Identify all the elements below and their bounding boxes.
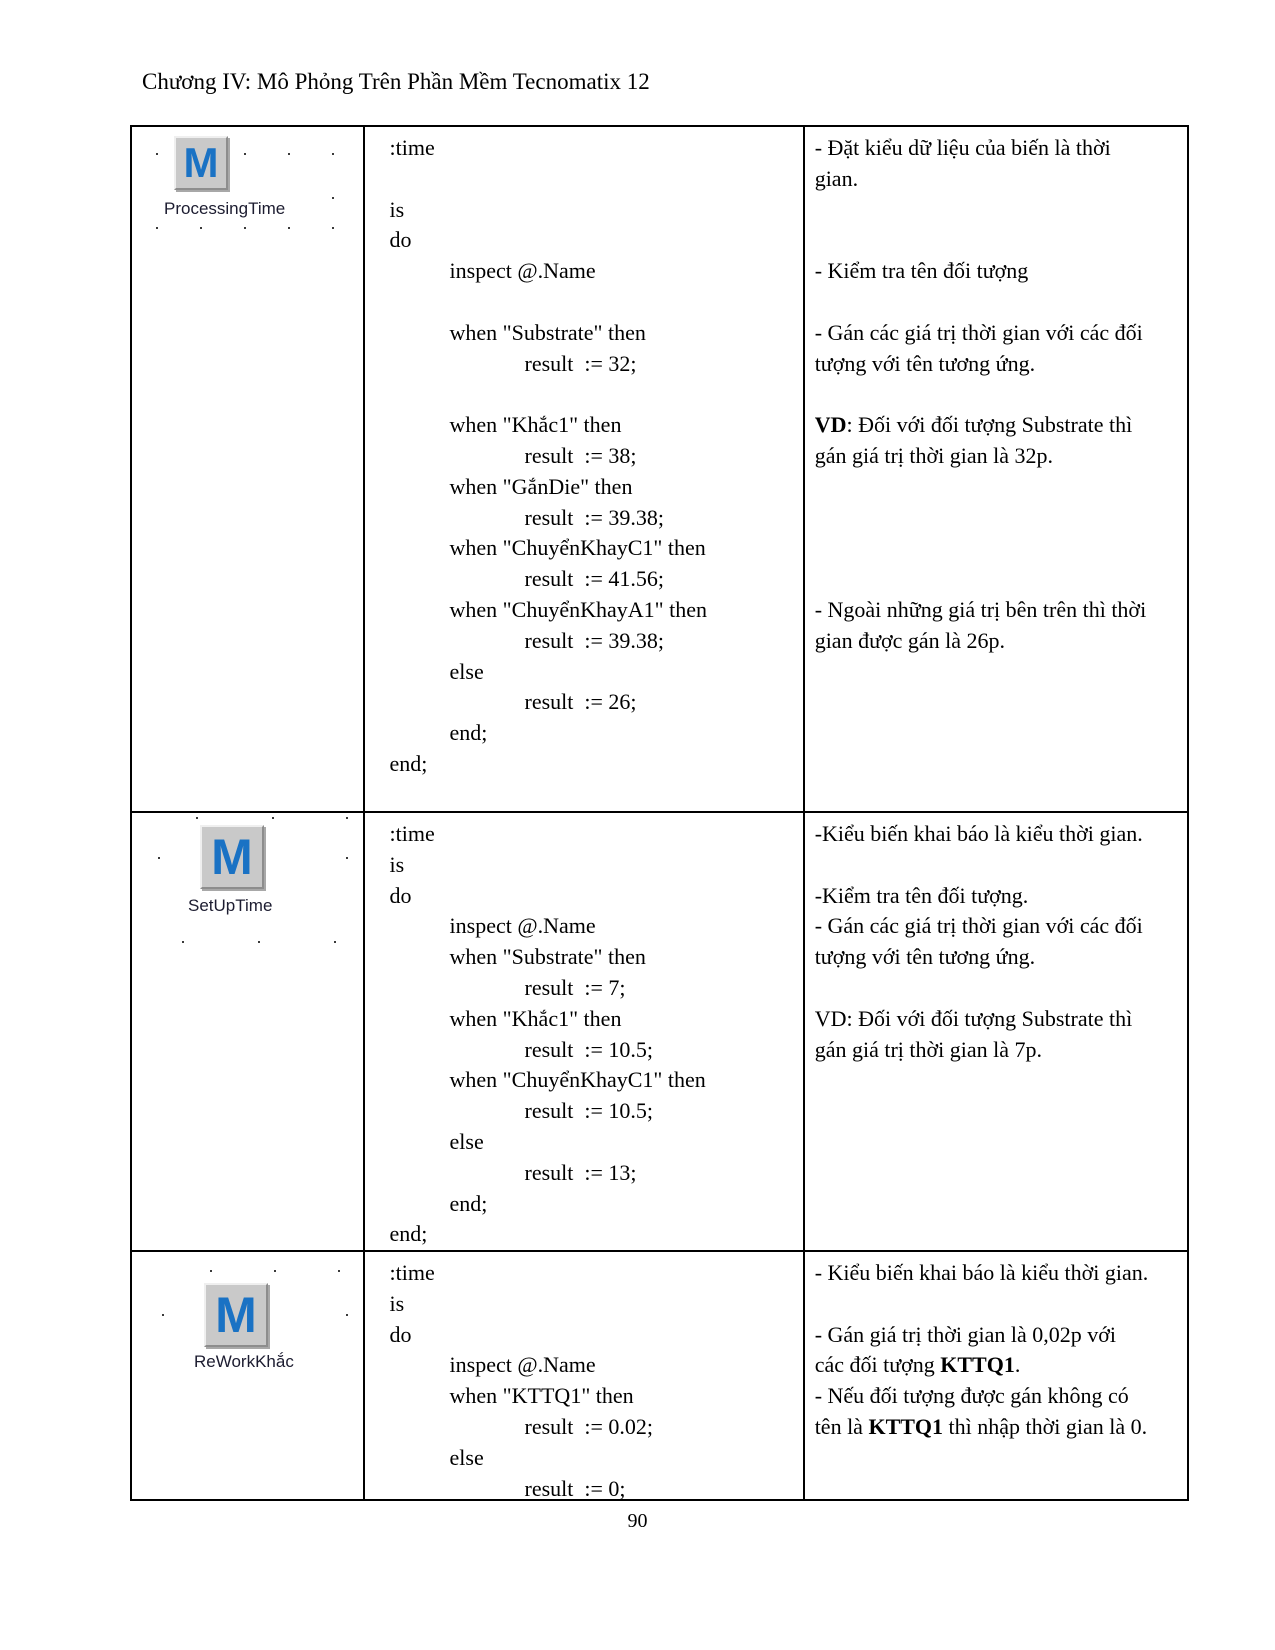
method-icon-cell: [132, 813, 365, 1250]
chapter-header: Chương IV: Mô Phỏng Trên Phần Mềm Tecnomatix 12: [142, 69, 650, 94]
code-line: [390, 379, 799, 410]
note-text: .: [1014, 1352, 1021, 1378]
grid-dot: [196, 817, 198, 819]
grid-dot: [332, 227, 334, 229]
code-cell: [365, 813, 805, 1250]
note-text: -Kiểm tra tên đối tượng.: [814, 882, 1029, 908]
grid-dot: [332, 153, 334, 155]
method-icon-cell: [132, 127, 365, 811]
note-text: - Gán các giá trị thời gian với các đối tượng với tên tương ứng.: [814, 913, 1143, 970]
code-line: when "ChuyểnKhayC1" then: [449, 1067, 706, 1093]
code-line: else: [449, 1128, 484, 1154]
note-paragraph: [815, 1381, 1150, 1443]
note-paragraph: [815, 318, 1150, 380]
method-m-icon: [204, 1283, 268, 1347]
note-paragraph: [815, 595, 1150, 657]
code-line: :time: [389, 135, 435, 160]
code-line: when "KTTQ1" then: [449, 1383, 634, 1409]
grid-dot: [258, 941, 260, 943]
code-line: end;: [389, 750, 428, 776]
code-line: when "ChuyểnKhayC1" then: [449, 535, 706, 561]
notes-cell: [805, 127, 1187, 811]
code-line: when "Substrate" then: [449, 944, 646, 970]
notes-cell: [805, 1252, 1187, 1499]
code-line: when "ChuyểnKhayA1" then: [449, 596, 707, 622]
grid-dot: [210, 1270, 212, 1272]
code-line: :time: [389, 1260, 435, 1285]
note-text: - Kiểu biến khai báo là kiểu thời gian.: [814, 1260, 1149, 1285]
note-paragraph: [815, 256, 1150, 287]
code-line: when "Khắc1" then: [449, 1005, 622, 1031]
grid-dot: [288, 227, 290, 229]
page-number: 90: [627, 1510, 648, 1532]
method-name-label: SetUpTime: [188, 896, 273, 915]
note-bold-text: KTTQ1: [868, 1413, 944, 1439]
note-paragraph: [815, 1004, 1150, 1066]
note-bold-text: VD: [814, 412, 847, 438]
code-line: :time: [389, 821, 435, 846]
code-line: when "Khắc1" then: [449, 412, 622, 438]
code-line: [390, 164, 799, 195]
code-line: when "GắnDie" then: [449, 473, 633, 499]
note-text: - Gán giá trị thời gian là 0,02p với các đối tượng: [814, 1321, 1116, 1378]
code-line: is: [389, 196, 405, 222]
note-text: - Kiểm tra tên đối tượng: [814, 258, 1029, 284]
table-row: [132, 1252, 1187, 1499]
m-letter: M: [215, 1287, 257, 1343]
m-letter: M: [211, 829, 253, 885]
note-paragraph: [815, 133, 1150, 195]
grid-dot: [338, 1270, 340, 1272]
note-paragraph: [815, 1320, 1150, 1382]
code-line: inspect @.Name: [449, 1352, 596, 1378]
grid-dot: [346, 857, 348, 859]
code-line: result := 7;: [524, 974, 626, 1000]
code-line: result := 13;: [524, 1159, 637, 1185]
table-row: [132, 813, 1187, 1252]
code-line: result := 32;: [524, 350, 637, 376]
code-line: inspect @.Name: [449, 258, 596, 284]
grid-dot: [346, 817, 348, 819]
note-text: VD: Đối với đối tượng Substrate thì gán giá trị thời gian là 7p.: [814, 1005, 1133, 1062]
code-line: when "Substrate" then: [449, 319, 646, 345]
code-line: do: [389, 227, 412, 253]
code-line: result := 0.02;: [524, 1413, 654, 1439]
code-line: result := 10.5;: [524, 1098, 654, 1124]
code-line: do: [389, 882, 412, 908]
method-m-icon: [200, 825, 264, 889]
note-paragraph: [815, 1258, 1150, 1289]
code-line: else: [449, 658, 484, 684]
m-letter: M: [183, 139, 219, 186]
code-cell: [365, 127, 805, 811]
note-text: thì nhập thời gian là 0.: [943, 1413, 1148, 1439]
note-text: - Nếu đối tượng được gán không có tên là: [814, 1383, 1129, 1439]
grid-dot: [182, 941, 184, 943]
note-paragraph: [815, 881, 1150, 912]
method-name-label: ProcessingTime: [164, 199, 286, 218]
method-name-label: ReWorkKhắc: [194, 1352, 294, 1371]
code-line: result := 38;: [524, 442, 637, 468]
grid-dot: [346, 1314, 348, 1316]
code-line: is: [389, 1290, 405, 1316]
note-text: - Đặt kiểu dữ liệu của biến là thời gian.: [814, 135, 1111, 191]
code-line: result := 10.5;: [524, 1036, 654, 1062]
grid-dot: [200, 227, 202, 229]
method-m-icon: [174, 136, 228, 190]
grid-dot: [158, 857, 160, 859]
code-line: inspect @.Name: [449, 913, 596, 939]
note-text: : Đối với đối tượng Substrate thì gán giá trị thời gian là 32p.: [814, 412, 1133, 468]
note-bold-text: KTTQ1: [940, 1352, 1015, 1378]
grid-dot: [244, 153, 246, 155]
method-table: [130, 125, 1189, 1501]
code-line: end;: [389, 1221, 428, 1247]
grid-dot: [272, 817, 274, 819]
grid-dot: [288, 153, 290, 155]
code-line: result := 39.38;: [524, 627, 665, 653]
code-line: result := 41.56;: [524, 566, 665, 592]
method-icon-cell: [132, 1252, 365, 1499]
code-line: else: [449, 1444, 484, 1470]
grid-dot: [244, 227, 246, 229]
notes-cell: [805, 813, 1187, 1250]
note-paragraph: [815, 410, 1150, 472]
grid-dot: [156, 153, 158, 155]
grid-dot: [334, 941, 336, 943]
note-paragraph: [815, 911, 1150, 973]
grid-dot: [274, 1270, 276, 1272]
table-row: [132, 127, 1187, 813]
code-line: result := 0;: [524, 1475, 626, 1499]
note-text: - Ngoài những giá trị bên trên thì thời gian được gán là 26p.: [814, 596, 1147, 653]
code-line: end;: [449, 1190, 488, 1216]
grid-dot: [332, 197, 334, 199]
code-line: result := 39.38;: [524, 504, 665, 530]
note-text: - Gán các giá trị thời gian với các đối tượng với tên tương ứng.: [814, 319, 1143, 376]
code-cell: [365, 1252, 805, 1499]
code-line: result := 26;: [524, 689, 637, 715]
code-line: is: [389, 851, 405, 877]
grid-dot: [156, 227, 158, 229]
note-paragraph: [815, 819, 1150, 850]
grid-dot: [162, 1314, 164, 1316]
code-line: [390, 287, 799, 318]
note-text: -Kiểu biến khai báo là kiểu thời gian.: [814, 821, 1143, 846]
code-line: end;: [449, 720, 488, 746]
code-line: do: [389, 1321, 412, 1347]
